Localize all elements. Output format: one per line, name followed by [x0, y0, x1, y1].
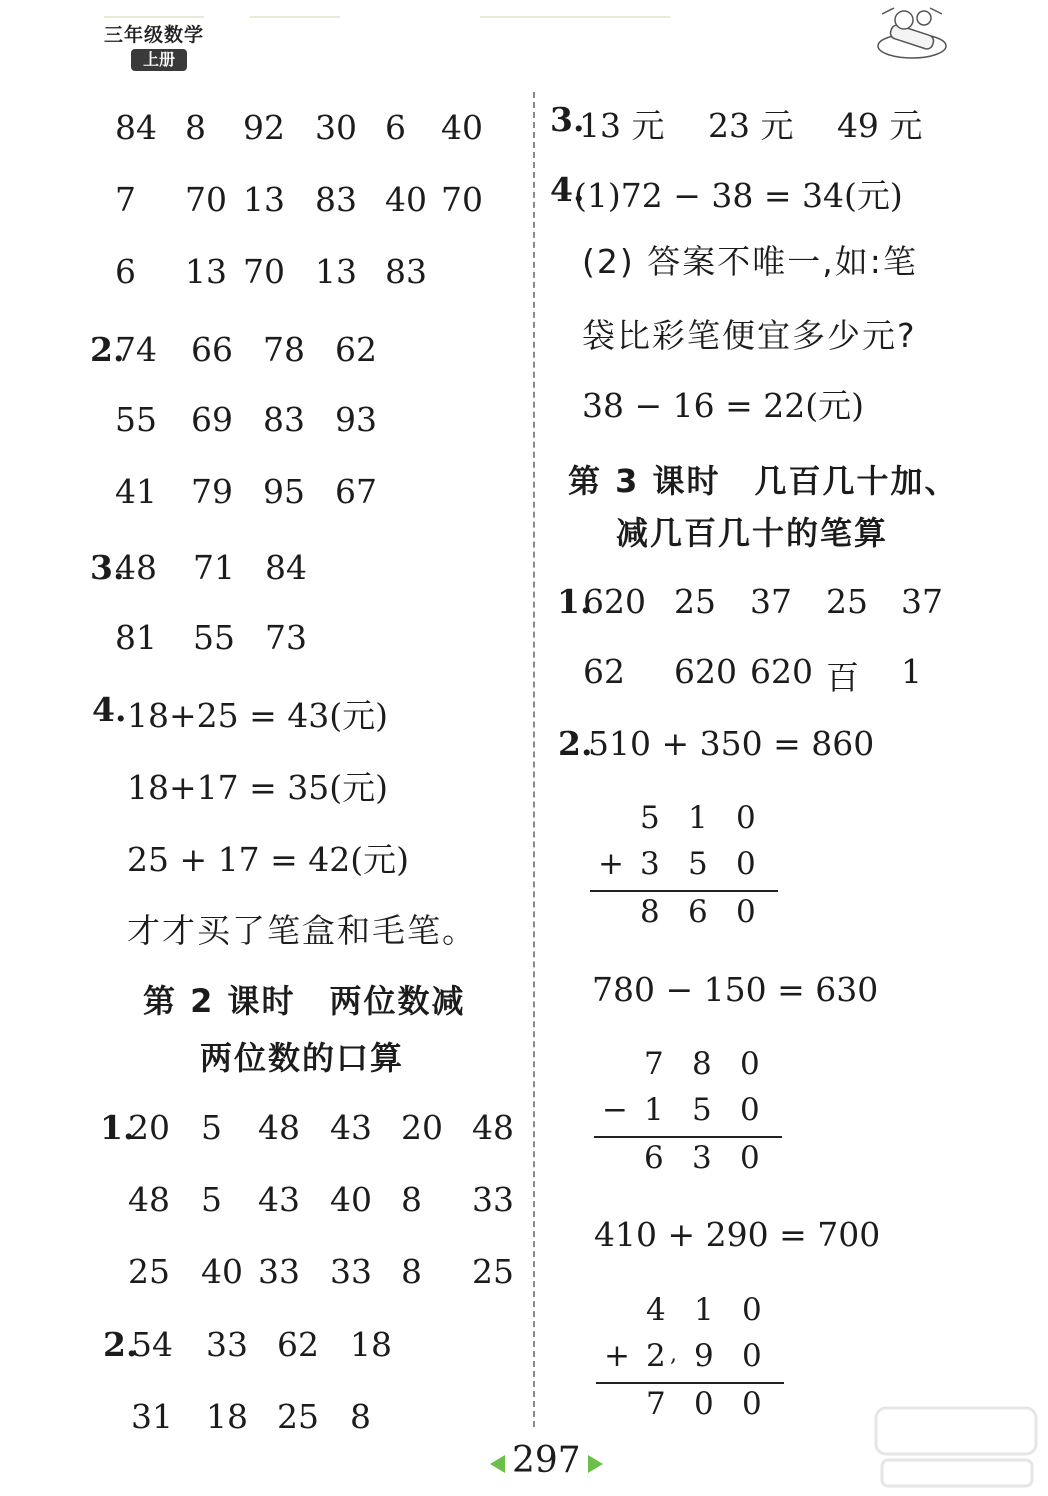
answer-value: 93 [335, 400, 377, 439]
answer-value: 48 [472, 1108, 514, 1147]
answer-value: 620 [674, 652, 737, 691]
digit-mid: 5 [692, 1092, 712, 1128]
equation-line: 780 − 150 = 630 [592, 970, 879, 1009]
digit-top: 5 [640, 800, 660, 836]
question-label: 3. [550, 100, 585, 139]
answer-value: 40 [441, 108, 483, 147]
question-label: 1. [557, 582, 592, 621]
header-volume-badge: 上册 [131, 49, 187, 71]
digit-mid: 9 [694, 1338, 714, 1374]
answer-value: 81 [115, 618, 157, 657]
digit-mid: 0 [736, 846, 756, 882]
equation-line: 410 + 290 = 700 [594, 1215, 881, 1254]
digit-result: 0 [740, 1140, 760, 1176]
answer-value: 31 [131, 1397, 173, 1436]
answer-value: 41 [115, 472, 157, 511]
equation-line: 38 − 16 = 22(元) [582, 386, 864, 425]
calc-rule [594, 1136, 782, 1138]
digit-result: 7 [646, 1386, 666, 1422]
answer-value: 83 [263, 400, 305, 439]
digit-mid: 0 [740, 1092, 760, 1128]
digit-top: 0 [736, 800, 756, 836]
answer-value: 67 [335, 472, 377, 511]
answer-value: 25 [277, 1397, 319, 1436]
digit-result: 6 [688, 894, 708, 930]
answer-value: 7 [115, 180, 136, 219]
answer-value: 8 [401, 1180, 422, 1219]
answer-value: 20 [401, 1108, 443, 1147]
digit-mid: 0 [742, 1338, 762, 1374]
answer-value: 5 [201, 1108, 222, 1147]
digit-result: 0 [694, 1386, 714, 1422]
header-rule [250, 16, 340, 18]
answer-value: 69 [191, 400, 233, 439]
digit-result: 8 [640, 894, 660, 930]
digit-top: 1 [694, 1292, 714, 1328]
answer-value: 40 [385, 180, 427, 219]
answer-value: 33 [258, 1252, 300, 1291]
answer-sentence: 袋比彩笔便宜多少元? [582, 316, 917, 355]
cartoon-illustration-icon [872, 4, 952, 66]
digit-result: 3 [692, 1140, 712, 1176]
digit-top: 8 [692, 1046, 712, 1082]
answer-value: 37 [901, 582, 943, 621]
carry-mark: , [670, 1342, 677, 1367]
answer-value: 33 [206, 1325, 248, 1364]
answer-value: 70 [243, 252, 285, 291]
answer-value: 83 [385, 252, 427, 291]
answer-value: 73 [265, 618, 307, 657]
digit-result: 0 [736, 894, 756, 930]
answer-value: 25 [674, 582, 716, 621]
answer-value: 84 [265, 548, 307, 587]
calc-rule [590, 890, 778, 892]
digit-mid: 3 [640, 846, 660, 882]
answer-value: 25 [128, 1252, 170, 1291]
digit-top: 7 [644, 1046, 664, 1082]
answer-value: 74 [115, 330, 157, 369]
next-arrow-icon [588, 1455, 603, 1473]
answer-value: 95 [263, 472, 305, 511]
operator-sign: + [598, 846, 624, 882]
answer-value: 55 [193, 618, 235, 657]
answer-value: 71 [193, 548, 235, 587]
answer-value: 1 [901, 652, 922, 691]
answer-value: 37 [750, 582, 792, 621]
column-divider [533, 92, 535, 1427]
answer-value: 43 [258, 1180, 300, 1219]
price-answers: 13 元 23 元 49 元 [579, 106, 923, 145]
answer-value: 78 [263, 330, 305, 369]
header-rule [104, 16, 204, 18]
equation-line: 18+17 = 35(元) [127, 768, 389, 807]
lesson-3-title: 第 3 课时 几百几十加、 [568, 462, 959, 500]
digit-result: 0 [742, 1386, 762, 1422]
answer-value: 62 [335, 330, 377, 369]
header-grade: 三年级数学 [104, 24, 205, 46]
answer-sentence: 才才买了笔盒和毛笔。 [127, 911, 477, 950]
answer-value: 70 [441, 180, 483, 219]
answer-value: 百 [826, 658, 859, 697]
answer-value: 40 [201, 1252, 243, 1291]
question-label: 3. [90, 548, 125, 587]
digit-mid: 2 [646, 1338, 666, 1374]
answer-value: 33 [472, 1180, 514, 1219]
page-number: 297 [512, 1440, 581, 1481]
answer-value: 8 [401, 1252, 422, 1291]
answer-value: 13 [315, 252, 357, 291]
calc-rule [596, 1382, 784, 1384]
equation-line: (1)72 − 38 = 34(元) [574, 176, 903, 215]
answer-value: 6 [115, 252, 136, 291]
answer-value: 70 [185, 180, 227, 219]
answer-value: 6 [385, 108, 406, 147]
answer-value: 18 [206, 1397, 248, 1436]
equation-line: 18+25 = 43(元) [127, 696, 389, 735]
prev-arrow-icon [490, 1455, 505, 1473]
operator-sign: + [604, 1338, 630, 1374]
answer-value: 8 [350, 1397, 371, 1436]
digit-top: 0 [740, 1046, 760, 1082]
answer-value: 620 [750, 652, 813, 691]
question-label: 2. [103, 1325, 138, 1364]
answer-value: 620 [583, 582, 646, 621]
equation-line: 25 + 17 = 42(元) [127, 840, 409, 879]
answer-value: 30 [315, 108, 357, 147]
answer-value: 48 [115, 548, 157, 587]
answer-value: 33 [330, 1252, 372, 1291]
answer-value: 48 [258, 1108, 300, 1147]
answer-value: 84 [115, 108, 157, 147]
digit-top: 1 [688, 800, 708, 836]
answer-value: 92 [243, 108, 285, 147]
digit-top: 4 [646, 1292, 666, 1328]
equation-line: 510 + 350 = 860 [588, 724, 875, 763]
answer-value: 54 [131, 1325, 173, 1364]
question-label: 2. [558, 724, 593, 763]
question-label: 2. [90, 330, 125, 369]
lesson-3-title-cont: 减几百几十的笔算 [616, 514, 889, 552]
question-label: 4. [550, 170, 585, 209]
answer-value: 20 [128, 1108, 170, 1147]
header-rule [480, 16, 670, 18]
answer-value: 25 [826, 582, 868, 621]
question-label: 4. [92, 690, 127, 729]
answer-value: 25 [472, 1252, 514, 1291]
answer-value: 62 [583, 652, 625, 691]
lesson-2-title: 第 2 课时 两位数减 [143, 982, 466, 1020]
answer-value: 13 [243, 180, 285, 219]
digit-result: 6 [644, 1140, 664, 1176]
answer-sentence: (2) 答案不唯一,如:笔 [582, 242, 918, 281]
answer-value: 5 [201, 1180, 222, 1219]
digit-top: 0 [742, 1292, 762, 1328]
question-label: 1. [100, 1108, 135, 1147]
answer-value: 79 [191, 472, 233, 511]
watermark-icon [872, 1404, 1040, 1490]
answer-value: 43 [330, 1108, 372, 1147]
answer-value: 13 [185, 252, 227, 291]
operator-sign: − [602, 1092, 628, 1128]
digit-mid: 5 [688, 846, 708, 882]
lesson-2-title-cont: 两位数的口算 [200, 1039, 405, 1077]
answer-value: 48 [128, 1180, 170, 1219]
answer-value: 62 [277, 1325, 319, 1364]
digit-mid: 1 [644, 1092, 664, 1128]
answer-value: 55 [115, 400, 157, 439]
answer-value: 83 [315, 180, 357, 219]
answer-value: 66 [191, 330, 233, 369]
answer-value: 40 [330, 1180, 372, 1219]
answer-value: 8 [185, 108, 206, 147]
answer-value: 18 [350, 1325, 392, 1364]
